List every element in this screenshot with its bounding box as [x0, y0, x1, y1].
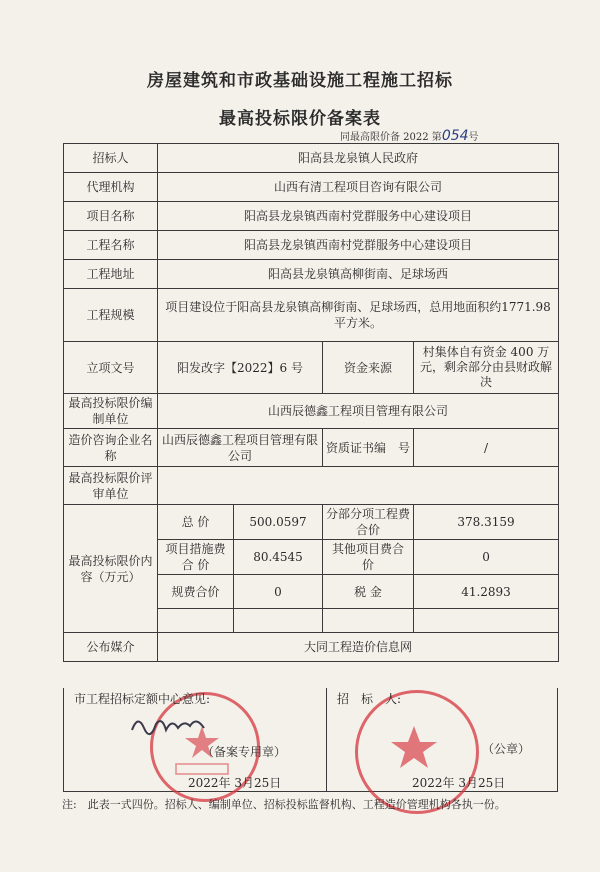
record-number-prefix: 同最高限价备 2022 第 [340, 132, 442, 143]
footer-divider [326, 688, 327, 791]
total-price-label: 总 价 [158, 505, 234, 540]
engineering-name-value: 阳高县龙泉镇西南村党群服务中心建设项目 [158, 231, 559, 260]
subitem-cost-label: 分部分项工程费合价 [323, 505, 414, 540]
other-cost-value: 0 [414, 540, 559, 575]
media-value: 大同工程造价信息网 [158, 633, 559, 662]
fund-source-label: 资金来源 [323, 342, 414, 394]
filing-seal-note: （备案专用章） [202, 745, 287, 759]
bidder-seal-note: （公章） [482, 742, 531, 756]
project-name-label: 项目名称 [64, 202, 158, 231]
agency-value: 山西有清工程项目咨询有限公司 [158, 173, 559, 202]
compiler-value: 山西辰德鑫工程项目管理有限公司 [158, 394, 559, 429]
approval-signature-graphic [128, 710, 208, 738]
reviewer-label: 最高投标限价评审单位 [64, 467, 158, 505]
price-content-label: 最高投标限价内容（万元） [64, 505, 158, 633]
consultant-label: 造价咨询企业名称 [64, 429, 158, 467]
fees-label: 规费合价 [158, 575, 234, 609]
reviewer-value [158, 467, 559, 505]
tax-value: 41.2893 [414, 575, 559, 609]
compiler-label: 最高投标限价编制单位 [64, 394, 158, 429]
center-opinion-label: 市工程招标定额中心意见: [74, 692, 211, 706]
fees-value: 0 [234, 575, 323, 609]
total-price-value: 500.0597 [234, 505, 323, 540]
record-table [63, 143, 559, 662]
agency-label: 代理机构 [64, 173, 158, 202]
filing-date: 2022年 3月25日 [188, 776, 282, 790]
address-value: 阳高县龙泉镇高柳街南、足球场西 [158, 260, 559, 289]
measures-cost-value: 80.4545 [234, 540, 323, 575]
address-label: 工程地址 [64, 260, 158, 289]
other-cost-label: 其他项目费合 价 [323, 540, 414, 575]
cert-label: 资质证书编 号 [323, 429, 414, 467]
footnote: 注: 此表一式四份。招标人、编制单位、招标投标监督机构、工程造价管理机构各执一份。 [62, 798, 506, 811]
approval-label: 立项文号 [64, 342, 158, 394]
media-label: 公布媒介 [64, 633, 158, 662]
measures-cost-label: 项目措施费合 价 [158, 540, 234, 575]
form-title-line1: 房屋建筑和市政基础设施工程施工招标 [147, 71, 453, 91]
consultant-value: 山西辰德鑫工程项目管理有限公司 [158, 429, 323, 467]
approval-signature [128, 710, 208, 738]
scale-value: 项目建设位于阳高县龙泉镇高柳街南、足球场西，总用地面积约1771.98 平方米。 [158, 289, 559, 342]
price-blank-cell [158, 609, 234, 633]
bidder-date: 2022年 3月25日 [412, 776, 506, 790]
price-blank-cell [414, 609, 559, 633]
project-name-value: 阳高县龙泉镇西南村党群服务中心建设项目 [158, 202, 559, 231]
approval-value: 阳发改字【2022】6 号 [158, 342, 323, 394]
scale-label: 工程规模 [64, 289, 158, 342]
record-number [340, 128, 479, 144]
subitem-cost-value: 378.3159 [414, 505, 559, 540]
bidder-footer-label: 招 标 人: [337, 692, 402, 706]
record-number-suffix: 号 [468, 132, 479, 143]
cert-value: / [414, 429, 559, 467]
form-title-line2: 最高投标限价备案表 [219, 109, 381, 129]
price-blank-cell [323, 609, 414, 633]
engineering-name-label: 工程名称 [64, 231, 158, 260]
fund-source-value: 村集体自有资金 400 万元，剩余部分由县财政解决 [414, 342, 559, 394]
bidder-value: 阳高县龙泉镇人民政府 [158, 144, 559, 173]
price-blank-cell [234, 609, 323, 633]
record-number-value: 054 [441, 128, 469, 144]
bidder-label: 招标人 [64, 144, 158, 173]
tax-label: 税 金 [323, 575, 414, 609]
